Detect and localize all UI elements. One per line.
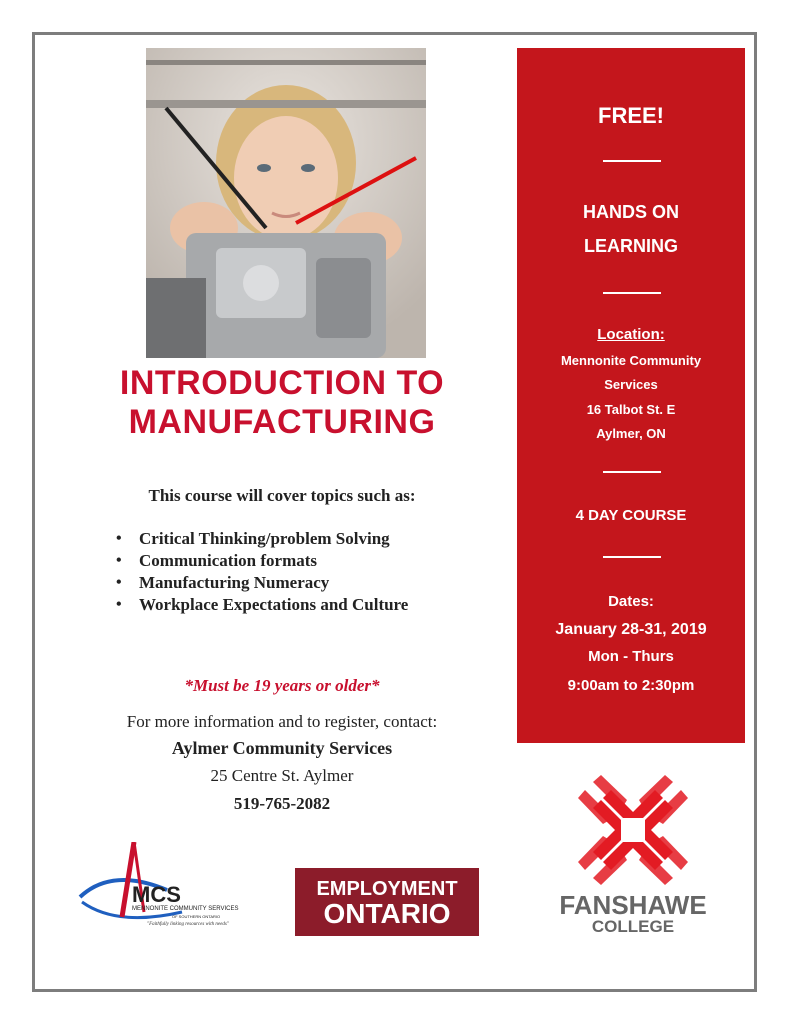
topics-intro: This course will cover topics such as: [148,486,416,505]
technician-photo-art [146,48,426,358]
topic-item: • Manufacturing Numeracy [112,572,408,594]
technician-photo [146,48,426,358]
course-time: 9:00am to 2:30pm [567,677,695,694]
info-panel [517,48,745,743]
contact-lead: For more information and to register, contact: [126,712,438,731]
employment-ontario-logo [295,868,479,936]
topic-item: • Critical Thinking/problem Solving [112,528,408,550]
contact-organization: Aylmer Community Services [171,738,393,758]
location-line-1: Mennonite Community [560,353,702,368]
course-title-line-2: MANUFACTURING [128,403,436,441]
mcs-sub: OF SOUTHERN ONTARIO [172,914,221,919]
divider [603,292,661,294]
fanshawe-college: COLLEGE [591,917,675,936]
course-title-line-1: INTRODUCTION TO [119,364,445,402]
topic-item: • Communication formats [112,550,408,572]
eo-line-2: ONTARIO [323,898,451,929]
fanshawe-name: FANSHAWE [559,890,707,920]
hands-on-label: HANDS ON [582,202,679,222]
divider [603,471,661,473]
topic-item: • Workplace Expectations and Culture [112,594,408,616]
topics-list [112,528,408,616]
divider [603,556,661,558]
mcs-name: MENNONITE COMMUNITY SERVICES [132,906,239,912]
free-label: FREE! [598,103,664,128]
duration-label: 4 DAY COURSE [575,507,687,524]
mcs-abbr: MCS [132,882,181,907]
divider [603,160,661,162]
location-line-3: 16 Talbot St. E [586,402,676,417]
location-line-2: Services [604,377,658,392]
fanshawe-emblem-icon [543,775,723,885]
learning-label: LEARNING [584,236,678,256]
course-days: Mon - Thurs [588,648,674,665]
dates-label: Dates: [608,593,654,610]
fanshawe-logo [543,775,723,950]
location-label: Location: [597,326,665,343]
eo-line-1: EMPLOYMENT [316,878,458,900]
contact-address: 25 Centre St. Aylmer [210,766,354,785]
contact-phone: 519-765-2082 [233,794,331,813]
course-dates: January 28-31, 2019 [555,621,707,638]
location-line-4: Aylmer, ON [596,426,666,441]
mcs-tagline: "Faithfully linking resources with needs" [147,922,229,927]
age-requirement: *Must be 19 years or older* [184,676,380,695]
mcs-logo [72,842,252,942]
